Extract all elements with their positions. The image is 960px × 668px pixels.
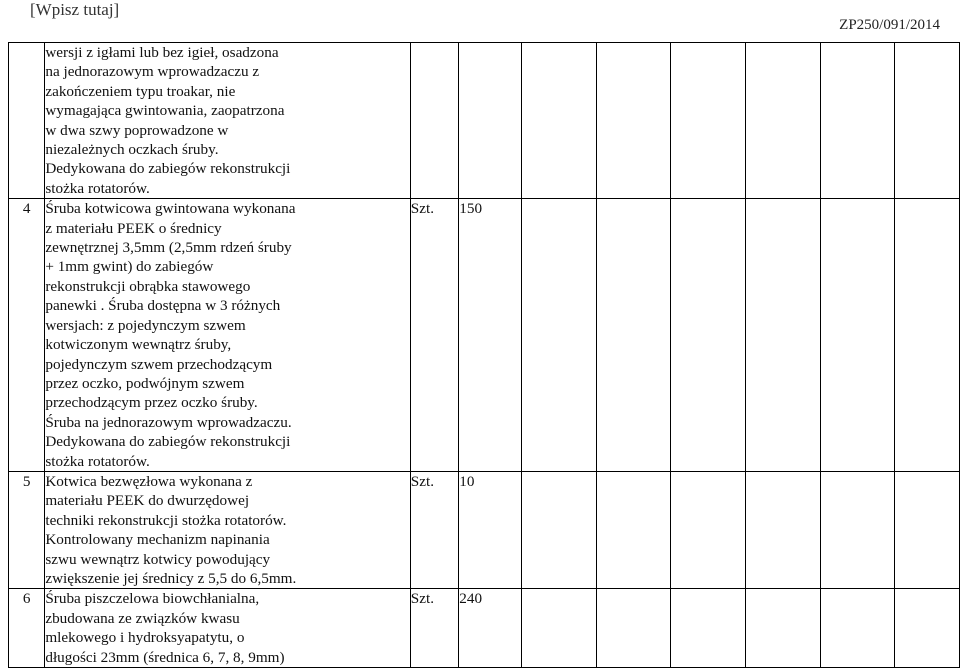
description-line: zwiększenie jej średnicy z 5,5 do 6,5mm. xyxy=(45,569,297,587)
description-line: pojedynczym szwem przechodzącym xyxy=(45,355,273,373)
description-line: zewnętrznej 3,5mm (2,5mm rdzeń śruby xyxy=(45,239,292,257)
description-line: wersji z igłami lub bez igieł, osadzona xyxy=(45,44,279,61)
item-description xyxy=(45,199,410,472)
description-line: kotwiczonym wewnątrz śruby, xyxy=(45,336,232,354)
description-line: wersjach: z pojedynczym szwem xyxy=(45,316,246,334)
item-quantity: 240 xyxy=(459,589,522,668)
description-line: na jednorazowym wprowadzaczu z xyxy=(45,63,260,81)
description-line: niezależnych oczkach śruby. xyxy=(45,141,219,159)
empty-cell xyxy=(820,43,895,199)
item-number xyxy=(9,43,45,199)
item-number: 5 xyxy=(9,471,45,588)
table-row xyxy=(9,589,960,668)
description-line: Dedykowana do zabiegów rekonstrukcji xyxy=(45,160,291,178)
description-line: zbudowana ze związków kwasu xyxy=(45,609,240,627)
empty-cell xyxy=(745,471,820,588)
description-line: zakończeniem typu troakar, nie xyxy=(45,82,236,100)
empty-cell xyxy=(671,589,746,668)
description-line: stożka rotatorów. xyxy=(45,452,150,470)
empty-cell xyxy=(596,471,671,588)
header-placeholder: [Wpisz tutaj] xyxy=(30,0,120,19)
empty-cell xyxy=(521,471,596,588)
item-number: 4 xyxy=(9,199,45,472)
item-unit: Szt. xyxy=(410,589,458,668)
item-unit: Szt. xyxy=(410,199,458,472)
item-quantity: 150 xyxy=(459,199,522,472)
empty-cell xyxy=(895,43,960,199)
empty-cell xyxy=(671,199,746,472)
description-line: Śruba piszczelowa biowchłanialna, xyxy=(45,590,260,608)
item-quantity xyxy=(459,43,522,199)
empty-cell xyxy=(521,199,596,472)
empty-cell xyxy=(671,43,746,199)
empty-cell xyxy=(596,43,671,199)
empty-cell xyxy=(820,471,895,588)
empty-cell xyxy=(521,589,596,668)
description-line: materiału PEEK do dwurzędowej xyxy=(45,492,250,510)
empty-cell xyxy=(671,471,746,588)
empty-cell xyxy=(895,589,960,668)
document-reference-number: ZP250/091/2014 xyxy=(839,17,940,33)
description-line: szwu wewnątrz kotwicy powodujący xyxy=(45,550,271,568)
description-line: stożka rotatorów. xyxy=(45,179,150,197)
description-line: w dwa szwy poprowadzone w xyxy=(45,121,229,139)
empty-cell xyxy=(895,471,960,588)
empty-cell xyxy=(596,199,671,472)
description-line: rekonstrukcji obrąbka stawowego xyxy=(45,277,251,295)
description-line: Kotwica bezwęzłowa wykonana z xyxy=(45,472,253,490)
item-quantity: 10 xyxy=(459,471,522,588)
description-line: mlekowego i hydroksyapatytu, o xyxy=(45,629,245,647)
table-row xyxy=(9,471,960,588)
description-line: Dedykowana do zabiegów rekonstrukcji xyxy=(45,433,291,451)
empty-cell xyxy=(745,199,820,472)
specification-table xyxy=(8,42,960,668)
description-line: wymagająca gwintowania, zaopatrzona xyxy=(45,102,285,120)
empty-cell xyxy=(596,589,671,668)
table-row xyxy=(9,43,960,199)
item-description xyxy=(45,589,410,668)
empty-cell xyxy=(820,199,895,472)
item-unit xyxy=(410,43,458,199)
description-line: + 1mm gwint) do zabiegów xyxy=(45,258,214,276)
empty-cell xyxy=(521,43,596,199)
description-line: techniki rekonstrukcji stożka rotatorów. xyxy=(45,511,287,529)
description-line: przez oczko, podwójnym szwem xyxy=(45,374,245,392)
item-unit: Szt. xyxy=(410,471,458,588)
description-line: Śruba kotwicowa gwintowana wykonana xyxy=(45,200,296,218)
description-line: Kontrolowany mechanizm napinania xyxy=(45,531,270,549)
description-line: długości 23mm (średnica 6, 7, 8, 9mm) xyxy=(45,648,285,666)
empty-cell xyxy=(895,199,960,472)
empty-cell xyxy=(745,43,820,199)
description-line: przechodzącym przez oczko śruby. xyxy=(45,394,258,412)
empty-cell xyxy=(820,589,895,668)
description-line: z materiału PEEK o średnicy xyxy=(45,219,222,237)
item-description xyxy=(45,43,410,199)
description-line: panewki . Śruba dostępna w 3 różnych xyxy=(45,297,281,315)
table-row xyxy=(9,199,960,472)
description-line: Śruba na jednorazowym wprowadzaczu. xyxy=(45,413,292,431)
item-description xyxy=(45,471,410,588)
item-number: 6 xyxy=(9,589,45,668)
empty-cell xyxy=(745,589,820,668)
